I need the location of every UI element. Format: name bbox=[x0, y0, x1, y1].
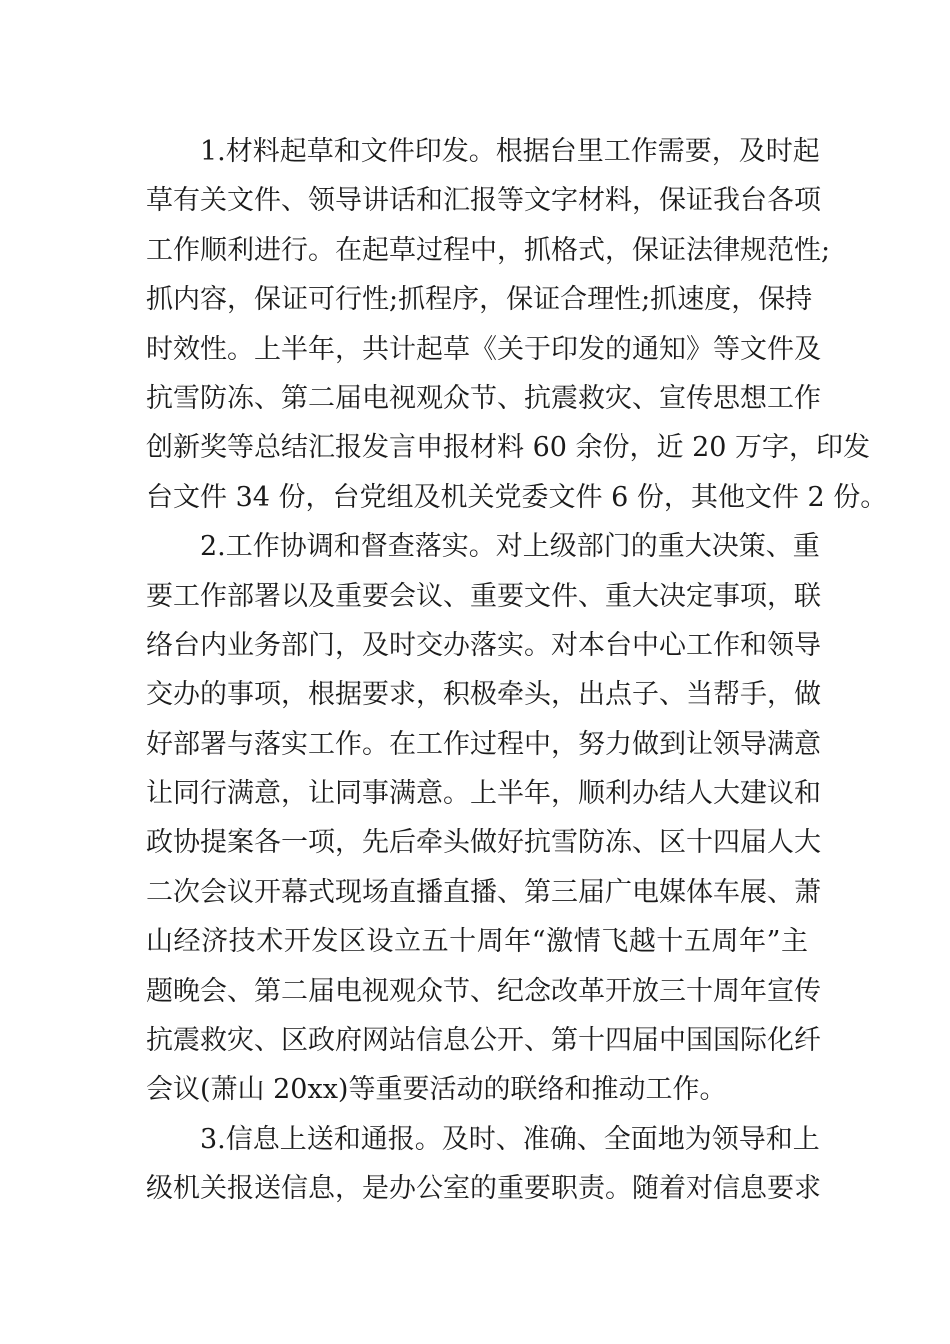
text-line: 抗震救灾、区政府网站信息公开、第十四届中国国际化纤 bbox=[146, 1025, 821, 1057]
text-line: 会议(萧山 20xx)等重要活动的联络和推动工作。 bbox=[146, 1074, 727, 1106]
text-line: 让同行满意，让同事满意。上半年，顺利办结人大建议和 bbox=[146, 778, 821, 810]
text-line: 2.工作协调和督查落实。对上级部门的重大决策、重 bbox=[200, 531, 820, 563]
text-line: 络台内业务部门，及时交办落实。对本台中心工作和领导 bbox=[146, 629, 821, 661]
text-line: 工作顺利进行。在起草过程中，抓格式，保证法律规范性; bbox=[146, 234, 831, 266]
document-body bbox=[146, 127, 888, 1214]
text-line: 二次会议开幕式现场直播直播、第三届广电媒体车展、萧 bbox=[146, 876, 821, 908]
text-line: 山经济技术开发区设立五十周年“激情飞越十五周年”主 bbox=[146, 926, 808, 958]
text-line: 抓内容，保证可行性;抓程序，保证合理性;抓速度，保持 bbox=[146, 284, 813, 316]
paragraph-2 bbox=[146, 522, 821, 1115]
text-line: 创新奖等总结汇报发言申报材料 60 余份，近 20 万字，印发 bbox=[146, 432, 871, 464]
paragraph-3 bbox=[146, 1115, 821, 1214]
paragraph-1 bbox=[146, 127, 888, 522]
text-line: 时效性。上半年，共计起草《关于印发的通知》等文件及 bbox=[146, 333, 821, 365]
text-line: 草有关文件、领导讲话和汇报等文字材料，保证我台各项 bbox=[146, 185, 821, 217]
text-line: 政协提案各一项，先后牵头做好抗雪防冻、区十四届人大 bbox=[146, 827, 821, 859]
text-line: 级机关报送信息，是办公室的重要职责。随着对信息要求 bbox=[146, 1173, 821, 1205]
text-line: 要工作部署以及重要会议、重要文件、重大决定事项，联 bbox=[146, 580, 821, 612]
text-line: 题晚会、第二届电视观众节、纪念改革开放三十周年宣传 bbox=[146, 975, 821, 1007]
text-line: 交办的事项，根据要求，积极牵头，出点子、当帮手，做 bbox=[146, 679, 821, 711]
text-line: 1.材料起草和文件印发。根据台里工作需要，及时起 bbox=[200, 136, 820, 167]
text-line: 3.信息上送和通报。及时、准确、全面地为领导和上 bbox=[200, 1123, 820, 1155]
text-line: 抗雪防冻、第二届电视观众节、抗震救灾、宣传思想工作 bbox=[146, 382, 821, 414]
text-line: 好部署与落实工作。在工作过程中，努力做到让领导满意 bbox=[146, 728, 821, 760]
text-line: 台文件 34 份，台党组及机关党委文件 6 份，其他文件 2 份。 bbox=[146, 481, 888, 513]
